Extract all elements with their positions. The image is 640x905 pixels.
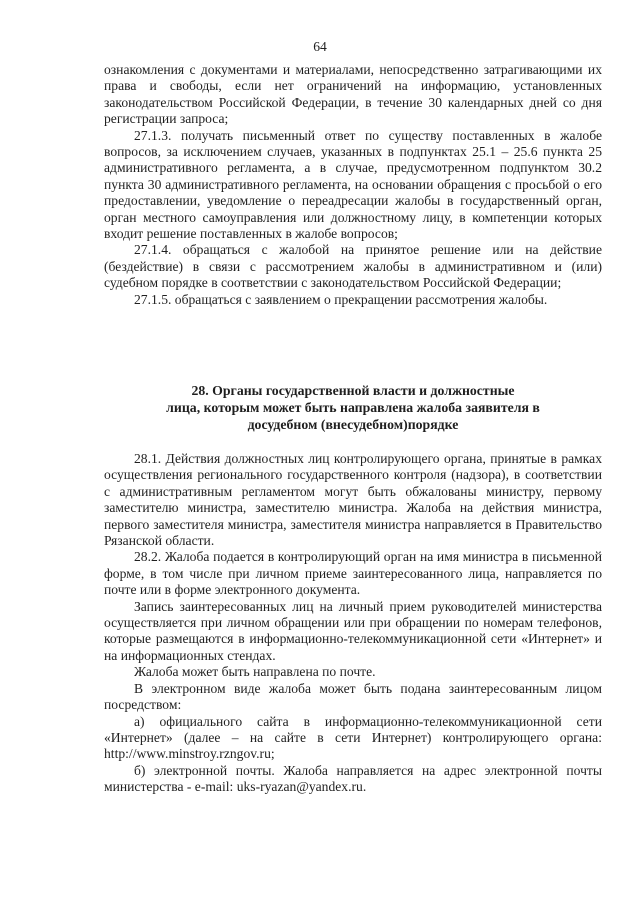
bottom-section [104,451,602,796]
page-number: 64 [313,39,327,54]
paragraph-electronic: В электронном виде жалоба может быть подана заинтересованным лицом посредством: [104,680,602,713]
heading-line: досудебном (внесудебном)порядке [247,417,459,432]
paragraph-email: б) электронной почты. Жалоба направляется на адрес электронной почты министерства - e-mail: uks-ryazan@yandex.ru. [104,762,602,795]
heading-line: 28. Органы государственной власти и должностные [191,383,515,398]
section-heading [104,382,602,433]
paragraph-website: а) официального сайта в информационно-телекоммуникационной сети «Интернет» (далее – на сайте в сети Интернет) контролирующего органа: http://www.minstroy.rzngov.ru; [104,713,602,762]
paragraph-post: Жалоба может быть направлена по почте. [134,664,376,680]
heading-line: лица, которым может быть направлена жалоба заявителя в [166,400,540,415]
paragraph-28-1: 28.1. Действия должностных лиц контролирующего органа, принятые в рамках осуществления регионального государственного контроля (надзора), в соответствии с административным регламентом могут быть обжалованы министру, первому заместителю министра, заместителю министра. Жалоба на действия министра, первого заместителя министра, заместителя министра направляется в Правительство Рязанской области. [104,451,602,549]
paragraph-appointment: Запись заинтересованных лиц на личный прием руководителей министерства осуществляется при личном обращении или при обращении по номерам телефонов, которые размещаются в информационно-телекоммуникационной сети «Интернет» и на информационных стендах. [104,598,602,663]
paragraph-28-2: 28.2. Жалоба подается в контролирующий орган на имя министра в письменной форме, в том числе при личном приеме заинтересованного лица, направляется по почте или в форме электронного документа. [104,549,602,598]
top-section [104,62,602,308]
paragraph-27-1-5: 27.1.5. обращаться с заявлением о прекращении рассмотрения жалобы. [134,291,548,307]
paragraph-27-1-3: 27.1.3. получать письменный ответ по существу поставленных в жалобе вопросов, за исключением случаев, указанных в подпунктах 25.1 – 25.6 пункта 25 административного регламента, а в случае, предусмотренном подпунктом 30.2 пункта 30 административного регламента, на основании обращения с просьбой о его предоставлении, уведомление о переадресации жалобы в государственный орган, орган местного самоуправления или должностному лицу, в компетенции которых входит решение поставленных в жалобе вопросов; [104,127,602,242]
paragraph-continuation: ознакомления с документами и материалами, непосредственно затрагивающими их права и свободы, если нет ограничений на информацию, установленных законодательством Российской Федерации, в течение 30 календарных дней со дня регистрации запроса; [104,62,602,127]
paragraph-27-1-4: 27.1.4. обращаться с жалобой на принятое решение или на действие (бездействие) в связи с рассмотрением жалобы в административном и (или) судебном порядке в соответствии с законодательством Российской Федерации; [104,242,602,291]
